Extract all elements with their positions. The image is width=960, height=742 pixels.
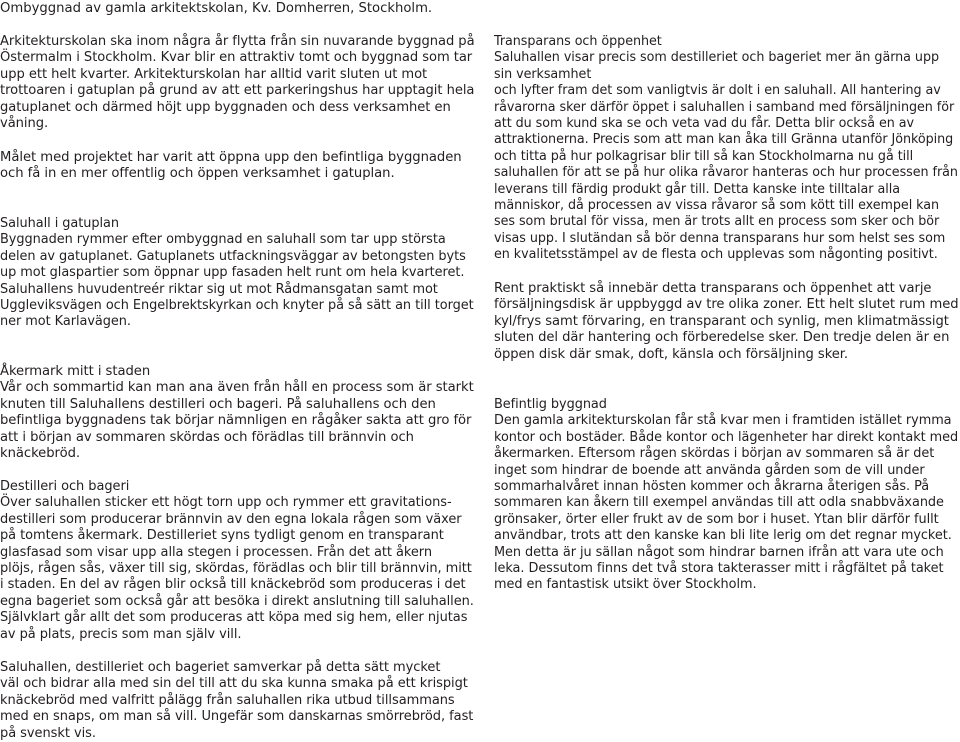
text-line: Men detta är ju sällan något som hindrar barnen ifrån att vara ute och xyxy=(494,544,944,560)
text-line: av på plats, precis som man själv vill. xyxy=(0,626,242,642)
text-line: ner mot Karlavägen. xyxy=(0,314,131,330)
text-line: befintliga byggnadens tak börjar nämnligen en rågåker sakta att gro för xyxy=(0,413,472,429)
text-line: Arkitekturskolan ska inom några år flytta från sin nuvarande byggnad på xyxy=(0,34,475,49)
text-line: och titta på hur polkagrisar blir till så kan Stockholmarna nu gå till xyxy=(494,148,914,164)
text-line: sin verksamhet xyxy=(494,66,592,82)
closing-paragraph xyxy=(0,660,481,742)
text-line: kontor och bostäder. Både kontor och lägenheter har direkt kontakt med xyxy=(494,429,959,445)
text-line: Östermalm i Stockholm. Kvar blir en attraktiv tomt och byggnad som tar xyxy=(0,50,473,66)
text-line: egna bageriet som också går att besöka i direkt anslutning till saluhallen. xyxy=(0,593,474,609)
text-line: inget som hindrar de boende att använda gården som de vill under xyxy=(494,462,925,478)
text-line: användbar, trots att den kanske kan bli lite lerig om det regnar mycket. xyxy=(494,528,952,544)
text-line: råvarorna sker därför öppet i saluhallen i samband med försäljningen för xyxy=(494,99,955,115)
section-heading: Destilleri och bageri xyxy=(0,479,130,494)
text-line: Byggnaden rymmer efter ombyggnad en saluhall som tar upp största xyxy=(0,232,446,248)
text-line: gatuplanet och därmed höjt upp byggnaden och dess verksamhet en xyxy=(0,99,451,115)
text-line: väl och bidrar alla med sin del till att du ska kunna smaka på ett krispigt xyxy=(0,676,468,692)
text-line: trottoaren i gatuplan på grund av att ett parkeringshus har upptagit hela xyxy=(0,83,475,99)
saluhall-section xyxy=(0,216,485,331)
text-line: plöjs, rågen sås, växer till sig, skördas, förädlas och blir till brännvin, mitt xyxy=(0,560,472,576)
text-line: Rent praktiskt så innebär detta transparans och öppenhet att varje xyxy=(494,281,932,296)
text-line: en kvalitetsstämpel av de flesta och upplevas som någonting positivt. xyxy=(494,247,938,263)
text-line: sluten del där hantering och förberedelse sker. Den tredje delen är en xyxy=(494,330,950,346)
text-line: saluhallen för att se på hur olika råvaror hanteras och hur processen från xyxy=(494,165,958,181)
text-line: öppen disk där smak, doft, känsla och försäljning sker. xyxy=(494,346,849,362)
text-line: försäljningsdisk är uppbyggd av tre olika zoner. Ett helt slutet rum med xyxy=(494,297,959,313)
text-line: attraktionerna. Precis som att man kan åka till Gränna utanför Jönköping xyxy=(494,132,954,148)
text-line: att du som kund ska se och veta vad du får. Detta blir också en av xyxy=(494,115,914,131)
section-heading: Befintlig byggnad xyxy=(494,397,607,412)
text-line: knuten till Saluhallens destilleri och bageri. På saluhallens och den xyxy=(0,396,436,412)
text-line: människor, då processen av vissa råvaror så som kött till exempel kan xyxy=(494,197,940,213)
text-line: Uggleviksvägen och Engelbrektskyrkan och knyter på så sätt an till torget xyxy=(0,297,474,313)
text-line: glasfasad som visar upp alla stegen i processen. Från det att åkern xyxy=(0,544,433,560)
text-line: Saluhallens huvudentreér riktar sig ut mot Rådmansgatan samt mot xyxy=(0,281,438,297)
text-line: kyl/frys samt förvaring, en transparant och synlig, men klimatmässigt xyxy=(494,313,949,329)
text-line: destilleri som producerar brännvin av den egna lokala rågen som växer xyxy=(0,511,462,527)
text-line: med en fantastisk utsikt över Stockholm. xyxy=(494,577,757,593)
text-line: leka. Dessutom finns det två stora takterasser mitt i rågfältet på taket xyxy=(494,560,944,576)
section-heading: Transparans och öppenhet xyxy=(494,34,662,49)
intro-paragraph xyxy=(0,34,478,132)
document-title: Ombyggnad av gamla arkitektskolan, Kv. Domherren, Stockholm. xyxy=(0,1,433,16)
text-line: visas upp. I slutändan så bör denna transparans hur som helst ses som xyxy=(494,230,946,246)
befintlig-section xyxy=(494,397,960,594)
text-line: och få in en mer offentlig och öppen verksamhet i gatuplan. xyxy=(0,166,395,182)
text-line: knäckebröd. xyxy=(0,445,81,461)
text-line: Vår och sommartid kan man ana även från håll en process som är starkt xyxy=(0,380,474,396)
text-line: i staden. En del av rågen blir också till knäckebröd som produceras i det xyxy=(0,577,466,593)
text-line: Självklart går allt det som produceras att köpa med sig hem, eller njutas xyxy=(0,610,468,626)
akermark-section xyxy=(0,364,475,462)
text-line: på svenskt vis. xyxy=(0,725,96,741)
text-line: Saluhallen, destilleriet och bageriet samverkar på detta sätt mycket xyxy=(0,660,441,675)
text-line: våning. xyxy=(0,115,49,131)
text-line: leverans till färdig produkt går till. Detta kanske inte tilltalar alla xyxy=(494,181,900,197)
text-line: med en snaps, om man så vill. Ungefär som danskarnas smörrebröd, fast xyxy=(0,709,474,725)
text-line: Målet med projektet har varit att öppna upp den befintliga byggnaden xyxy=(0,150,462,165)
section-heading: Åkermark mitt i staden xyxy=(0,364,151,379)
section-heading: Saluhall i gatuplan xyxy=(0,216,119,231)
text-line: knäckebröd med valfritt pålägg från saluhallen rika utbud tillsammans xyxy=(0,692,455,708)
destilleri-section xyxy=(0,479,482,643)
text-line: Saluhallen visar precis som destilleriet och bageriet mer än gärna upp xyxy=(494,50,940,66)
text-line: delen av gatuplanet. Gatuplanets utfackningsväggar av betongsten byts xyxy=(0,248,466,264)
text-line: Över saluhallen sticker ett högt torn upp och rymmer ett gravitations- xyxy=(0,495,452,511)
text-line: Den gamla arkitekturskolan får stå kvar men i framtiden istället rymma xyxy=(494,413,952,429)
transparens-section xyxy=(494,34,960,263)
text-line: ses som brutal för vissa, men är trots allt en process som sker och bör xyxy=(494,214,940,230)
text-line: sommarhalvåret innan hösten kommer och åkrarna återigen sås. På xyxy=(494,478,930,494)
goal-paragraph xyxy=(0,150,462,183)
text-line: sommaren kan åkern till exempel användas till att odla snabbväxande xyxy=(494,495,944,511)
text-line: på tomtens åkermark. Destilleriet syns tydligt genom en transparant xyxy=(0,528,444,544)
text-line: åkermarken. Eftersom rågen skördas i början av sommaren så är det xyxy=(494,446,935,462)
text-line: att i början av sommaren skördas och förädlas till brännvin och xyxy=(0,429,414,445)
rent-paragraph xyxy=(494,281,960,363)
text-line: och lyfter fram det som vanligtvis är dolt i en saluhall. All hantering av xyxy=(494,83,941,99)
text-line: up mot glaspartier som öppnar upp fasaden helt runt om hela kvarteret. xyxy=(0,265,465,281)
text-line: grönsaker, örter eller frukt av de som bor i huset. Ytan blir därför fullt xyxy=(494,511,939,527)
text-line: upp ett helt kvarter. Arkitekturskolan har alltid varit sluten ut mot xyxy=(0,66,428,82)
